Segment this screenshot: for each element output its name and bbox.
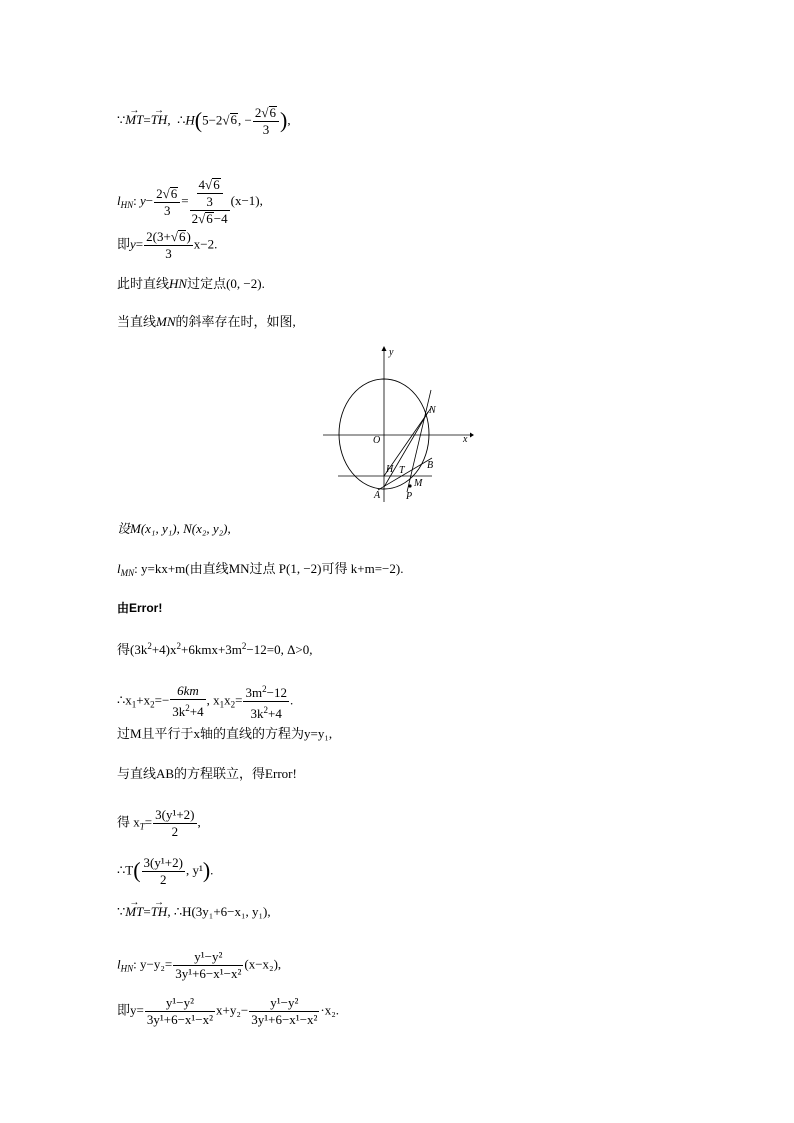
label-p: P (406, 491, 413, 502)
line-lhn-general: $l_{HN}$: y−y₂= $\frac{\text{y¹−y²}}{\text{3y¹+6−x¹−x²}}$ (x−x₂), (117, 949, 282, 981)
line-xt: 得 $x_T=$ $\frac{\text{3(y¹+2)}}{2}$ , (117, 807, 201, 839)
line-lmn: $l_{MN}$: y=kx+m(由直线MN过点 P(1, −2)可得 k+m=−2). (117, 561, 404, 578)
label-m: M (414, 478, 423, 489)
line-error-2: 与直线AB的方程联立，得Error! (117, 766, 297, 781)
point-p (408, 484, 411, 487)
line-set-points: 设M(x₁, y₁), N(x₂, y₂), (117, 521, 231, 536)
line-y-general: 即y= $\frac{\text{y¹−y²}}{\text{3y¹+6−x¹−x²}}$ x+y₂− $\frac{\text{y¹−y²}}{\text{3y¹+6−x¹−x²}}$ ·x₂. (117, 995, 340, 1027)
label-a: A (374, 490, 381, 501)
label-n: N (429, 405, 436, 416)
line-vieta: $\therefore x_1+x_2=-$ $\frac{6km}{3k^2+4}$ , $x_1x_2=$ $\frac{3m^2-12}{3k^2+4}$ . (117, 683, 294, 721)
line-fixed-point: 此时直线HN过定点(0, −2). (117, 276, 265, 291)
label-b: B (427, 460, 434, 471)
y-axis-arrow (382, 346, 387, 351)
label-y: y (389, 347, 394, 358)
line-h-coords: ∵→ MT=→ TH, ∴H(3y₁+6−x₁, y₁), (117, 904, 271, 920)
ellipse-figure (320, 342, 480, 502)
line-vector-mt-th-h: ∵→ MT=→ TH, ∴H(5−2√6, − $\frac{2√6}{3}$ ), (117, 106, 291, 137)
line-parallel: 过M且平行于x轴的直线的方程为y=y₁, (117, 726, 333, 741)
line-lhn-equation: $l_{HN}$: y− $\frac{2√6}{3}$ = $\frac{\frac{4√6}{3}}{2√6-4}$ (x−1), (117, 177, 263, 226)
label-o: O (373, 435, 381, 446)
label-t: T (399, 465, 405, 476)
line-error-1: 由Error! (117, 601, 163, 615)
line-slope-exists: 当直线MN的斜率存在时，如图, (117, 314, 296, 329)
label-h: H (386, 464, 394, 475)
line-quadratic: 得$(3k^2+4)x^2+6kmx+3m^2-12=0$, Δ>0, (117, 641, 313, 657)
line-y-equals: 即y= $\frac{2(3+√6)}{3}$ x−2. (117, 229, 218, 261)
line-point-t: ∴T( $\frac{\text{3(y¹+2)}}{2}$ , y¹). (117, 855, 214, 887)
label-x: x (463, 434, 468, 445)
x-axis-arrow (470, 433, 474, 438)
